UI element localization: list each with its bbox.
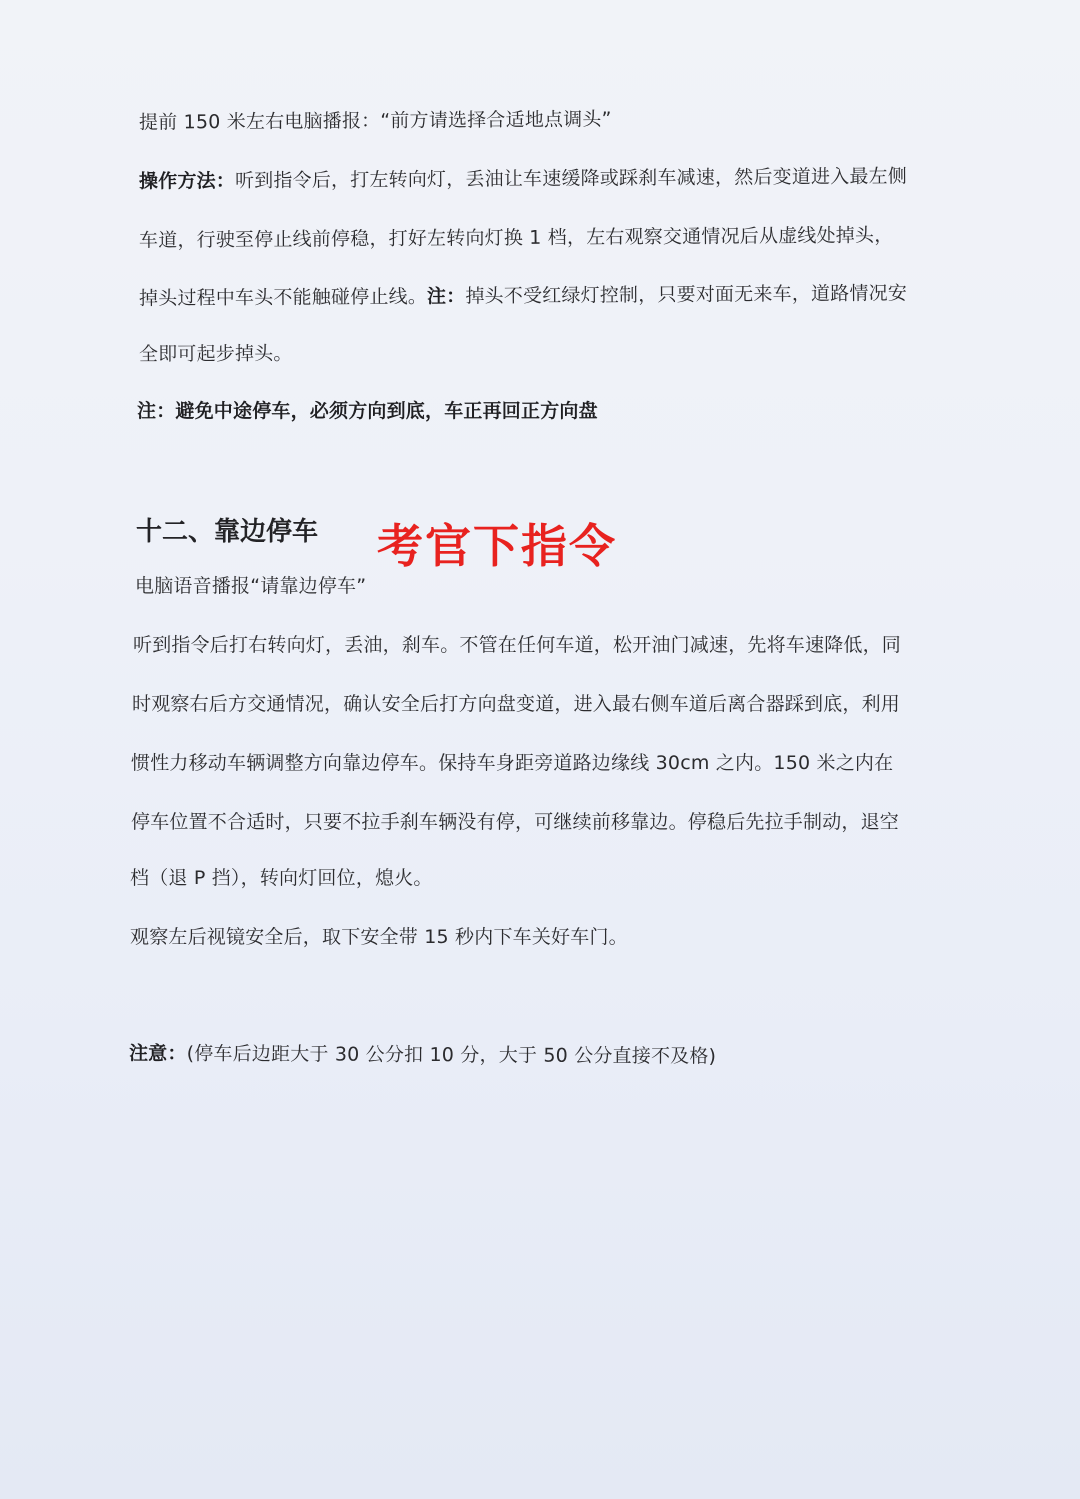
parking-paragraph-line-3: 惯性力移动车辆调整方向靠边停车。保持车身距旁道路边缘线 30cm 之内。150 米之内在 [131,752,894,774]
section-heading: 十二、靠边停车 [136,517,319,547]
parking-paragraph-line-1: 听到指令后打右转向灯，丢油，刹车。不管在任何车道，松开油门减速，先将车速降低，同 [133,634,902,656]
parking-paragraph-line-2: 时观察右后方交通情况，确认安全后打方向盘变道，进入最右侧车道后离合器踩到底，利用 [132,693,901,715]
penalty-note-text: (停车后边距大于 30 公分扣 10 分，大于 50 公分直接不及格) [186,1042,717,1068]
u-turn-note: 注：避免中途停车，必须方向到底，车正再回正方向盘 [137,400,598,422]
penalty-note [129,1040,716,1069]
method-text-3b: 掉头不受红绿灯控制，只要对面无来车，道路情况安 [465,282,908,308]
parking-paragraph-line-5: 档（退 P 挡），转向灯回位，熄火。 [130,867,433,889]
method-line-3 [139,280,907,311]
method-text-3a: 掉头过程中车头不能触碰停止线。 [138,285,428,310]
penalty-note-label: 注意： [128,1042,187,1065]
method-line [139,163,907,194]
examiner-instruction-stamp: 考官下指令 [377,519,617,573]
inline-note-label: 注： [426,285,466,308]
method-line-4: 全即可起步掉头。 [138,342,293,366]
method-label: 操作方法： [138,170,236,193]
exit-vehicle-line: 观察左后视镜安全后，取下安全带 15 秒内下车关好车门。 [130,926,628,948]
parking-paragraph-line-4: 停车位置不合适时，只要不拉手刹车辆没有停，可继续前移靠边。停稳后先拉手制动，退空 [131,811,900,833]
announcement-line: 提前 150 米左右电脑播报：“前方请选择合适地点调头” [138,108,612,134]
broadcast-line: 电脑语音播报“请靠边停车” [135,575,367,597]
method-line-2: 车道，行驶至停止线前停稳，打好左转向灯换 1 档，左右观察交通情况后从虚线处掉头， [138,224,894,252]
method-text: 听到指令后，打左转向灯，丢油让车速缓降或踩刹车减速，然后变道进入最左侧 [234,165,908,193]
